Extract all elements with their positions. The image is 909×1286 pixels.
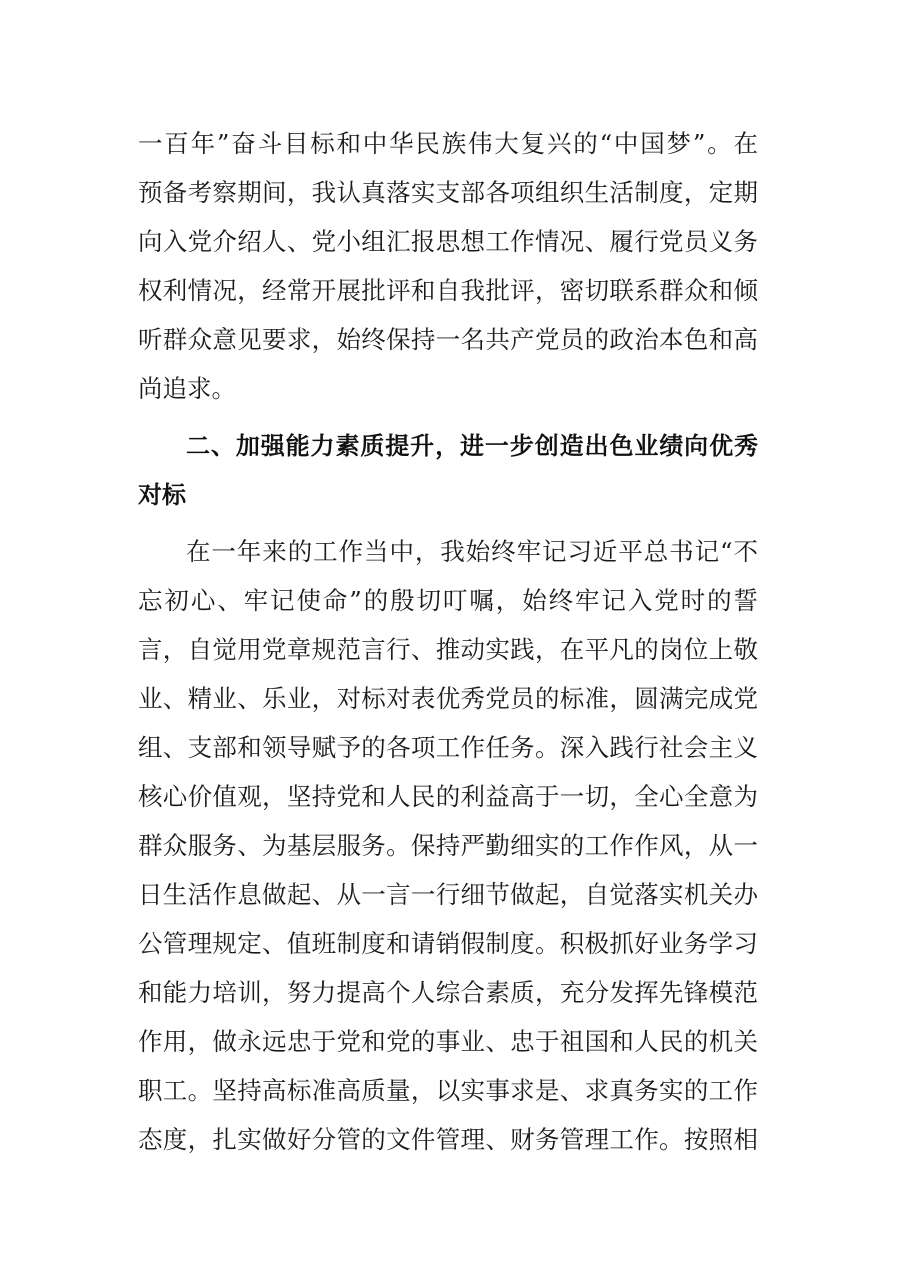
paragraph1-line-2: 预备考察期间，我认真落实支部各项组织生活制度，定期 (138, 178, 758, 207)
paragraph1-line-4: 权利情况，经常开展批评和自我批评，密切联系群众和倾 (138, 276, 758, 305)
paragraph1-line-1: 一百年”奋斗目标和中华民族伟大复兴的“中国梦”。在 (138, 129, 758, 158)
paragraph2-line-12: 职工。坚持高标准高质量，以实事求是、求真务实的工作 (138, 1076, 758, 1105)
paragraph2-line-1: 在一年来的工作当中，我始终牢记习近平总书记“不 (186, 537, 758, 566)
paragraph2-line-4: 业、精业、乐业，对标对表优秀党员的标准，圆满完成党 (138, 684, 758, 713)
section-heading-line-2: 对标 (138, 481, 186, 509)
paragraph1-line-3: 向入党介绍人、党小组汇报思想工作情况、履行党员义务 (138, 227, 758, 256)
paragraph2-line-7: 群众服务、为基层服务。保持严勤细实的工作作风，从一 (138, 831, 758, 860)
paragraph2-line-10: 和能力培训，努力提高个人综合素质，充分发挥先锋模范 (138, 978, 758, 1007)
paragraph2-line-6: 核心价值观，坚持党和人民的利益高于一切，全心全意为 (138, 782, 758, 811)
paragraph2-line-5: 组、支部和领导赋予的各项工作任务。深入践行社会主义 (138, 733, 758, 762)
paragraph2-line-2: 忘初心、牢记使命”的殷切叮嘱，始终牢记入党时的誓 (138, 586, 758, 615)
paragraph1-line-6: 尚追求。 (138, 374, 236, 403)
paragraph2-line-3: 言，自觉用党章规范言行、推动实践，在平凡的岗位上敬 (138, 635, 758, 664)
paragraph2-line-13: 态度，扎实做好分管的文件管理、财务管理工作。按照相 (138, 1125, 758, 1154)
paragraph2-line-9: 公管理规定、值班制度和请销假制度。积极抓好业务学习 (138, 929, 758, 958)
paragraph2-line-8: 日生活作息做起、从一言一行细节做起，自觉落实机关办 (138, 880, 758, 909)
paragraph1-line-5: 听群众意见要求，始终保持一名共产党员的政治本色和高 (138, 325, 758, 354)
paragraph2-line-11: 作用，做永远忠于党和党的事业、忠于祖国和人民的机关 (138, 1027, 758, 1056)
section-heading-line-1: 二、加强能力素质提升，进一步创造出色业绩向优秀 (186, 432, 758, 460)
